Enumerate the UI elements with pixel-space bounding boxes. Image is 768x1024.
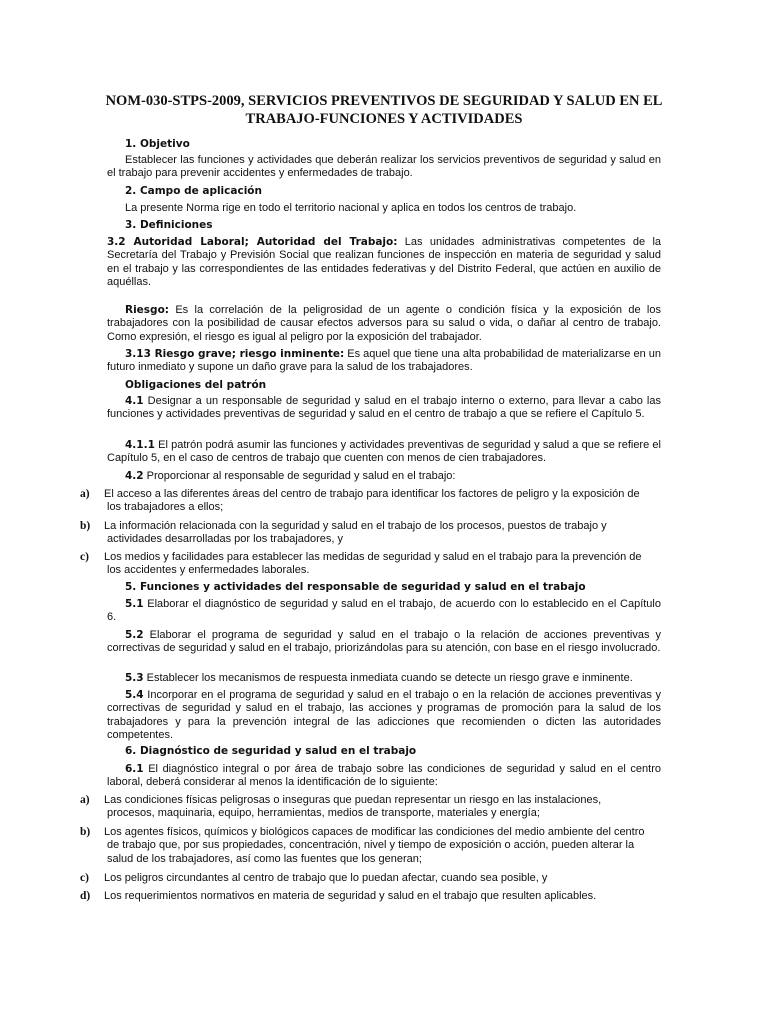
clause-4-1-1 [107, 439, 661, 466]
clause-5-1 [107, 598, 661, 625]
clause-6-1-text: El diagnóstico integral o por área de trabajo sobre las condiciones de seguridad y salud en el centro laboral, deberá considerar al menos la identificación de lo siguiente: [107, 763, 661, 789]
list-item-line: Los requerimientos normativos en materia de seguridad y salud en el trabajo que resulten aplicables. [104, 890, 597, 902]
clause-4-1 [107, 395, 661, 422]
definition-3-13-text: Es aquel que tiene una alta probabilidad de materializarse en un futuro inmediato y supone un daño grave para la salud de los trabajadores. [107, 348, 661, 374]
list-item-line: El acceso a las diferentes áreas del centro de trabajo para identificar los factores de peligro y la exposición de [104, 488, 640, 500]
clause-6-1-number: 6.1 [125, 763, 144, 775]
section-2-text: La presente Norma rige en todo el territorio nacional y aplica en todos los centros de trabajo. [125, 202, 577, 214]
definition-3-13 [107, 348, 661, 375]
list-item-marker: b) [80, 826, 91, 838]
clause-4-1-1-number: 4.1.1 [125, 439, 155, 451]
list-item-line: actividades desarrolladas por los trabajadores, y [107, 533, 344, 546]
list-item [104, 890, 661, 903]
clause-5-4-number: 5.4 [125, 689, 144, 701]
section-4-heading: Obligaciones del patrón [125, 379, 267, 391]
list-item-line: Los medios y facilidades para establecer las medidas de seguridad y salud en el trabajo para la prevención de [104, 551, 642, 563]
clause-4-2-text: Proporcionar al responsable de seguridad y salud en el trabajo: [143, 470, 456, 482]
list-item-line: los trabajadores a ellos; [107, 501, 224, 514]
section-6-heading: 6. Diagnóstico de seguridad y salud en el trabajo [125, 745, 417, 757]
list-item-line: los accidentes y enfermedades laborales. [107, 564, 310, 577]
list-item [104, 551, 661, 578]
definition-riesgo-text: Es la correlación de la peligrosidad de un agente o condición física y la exposición de los trabajadores con la posibilidad de causar efectos adversos para su salud o vida, o dañar al centro de trabajo. Como expresión, el riesgo es igual al peligro por la exposición del trabajador. [107, 304, 661, 343]
clause-4-1-1-text: El patrón podrá asumir las funciones y actividades preventivas de seguridad y salud a que se refiere el Capítulo 5, en el caso de centros de trabajo que cuenten con menos de cien trabajadores. [107, 439, 661, 465]
list-item-marker: c) [80, 872, 89, 884]
list-item-marker: b) [80, 520, 91, 532]
definition-3-2 [107, 236, 661, 290]
clause-5-3-number: 5.3 [125, 672, 144, 684]
list-item-marker: a) [80, 794, 90, 806]
clause-5-2-text: Elaborar el programa de seguridad y salud en el trabajo o la relación de acciones preventivas y correctivas de seguridad y salud en el trabajo, priorizándolas para su atención, con base en el riesgo involucrado. [107, 629, 661, 655]
definition-3-2-text: Las unidades administrativas competentes de la Secretaría del Trabajo y Previsión Social que realizan funciones de inspección en materia de seguridad y salud en el trabajo y las correspondientes de las entidades federativas y del Distrito Federal, que actúen en auxilio de aquéllas. [107, 236, 662, 289]
definition-3-2-label: 3.2 Autoridad Laboral; Autoridad del Trabajo: [107, 236, 398, 248]
list-item-marker: c) [80, 551, 89, 563]
clause-4-2 [107, 470, 661, 483]
list-item-line: salud de los trabajadores, así como las fuentes que los generan; [107, 852, 422, 865]
list-item-line: de trabajo que, por sus propiedades, concentración, nivel y tiempo de exposición o acción, pueden alterar la [107, 839, 635, 852]
list-item [104, 794, 661, 821]
clause-5-1-text: Elaborar el diagnóstico de seguridad y salud en el trabajo, de acuerdo con lo establecido en el Capítulo 6. [107, 598, 661, 624]
clause-5-2 [107, 629, 661, 656]
list-item [104, 488, 661, 515]
list-item [104, 826, 661, 866]
list-item-line: Los agentes físicos, químicos y biológicos capaces de modificar las condiciones del medio ambiente del centro [104, 826, 645, 838]
document-title: NOM-030-STPS-2009, SERVICIOS PREVENTIVOS DE SEGURIDAD Y SALUD EN EL TRABAJO-FUNCIONES Y ACTIVIDADES [105, 93, 663, 127]
clause-4-1-text: Designar a un responsable de seguridad y salud en el trabajo interno o externo, para llevar a cabo las funciones y actividades preventivas de seguridad y salud en el centro de trabajo a que se refiere el Capítulo 5. [107, 395, 661, 421]
section-2-heading: 2. Campo de aplicación [125, 185, 262, 197]
section-1-text: Establecer las funciones y actividades que deberán realizar los servicios preventivos de seguridad y salud en el trabajo para prevenir accidentes y enfermedades de trabajo. [107, 154, 661, 180]
list-item-marker: d) [80, 890, 91, 902]
clause-5-4-text: Incorporar en el programa de seguridad y salud en el trabajo o en la relación de acciones preventivas y correctivas de seguridad y salud en el trabajo, las acciones y programas de promoción para la salud de los trabajadores y para la prevención integral de las adicciones que recomienden o dicten las autoridades competentes. [107, 689, 661, 742]
list-item-line: Las condiciones físicas peligrosas o inseguras que puedan representar un riesgo en las instalaciones, [104, 794, 602, 806]
clause-5-2-number: 5.2 [125, 629, 144, 641]
list-item-marker: a) [80, 488, 90, 500]
section-1-heading: 1. Objetivo [125, 138, 190, 150]
clause-5-4 [107, 689, 661, 743]
list-item [104, 872, 661, 885]
section-5-heading: 5. Funciones y actividades del responsable de seguridad y salud en el trabajo [125, 581, 586, 593]
clause-5-3 [107, 672, 661, 685]
clause-5-3-text: Establecer los mecanismos de respuesta inmediata cuando se detecte un riesgo grave e inminente. [143, 672, 633, 684]
clause-6-1 [107, 763, 661, 790]
definition-3-13-label: 3.13 Riesgo grave; riesgo inminente: [125, 348, 345, 360]
section-3-heading: 3. Definiciones [125, 219, 213, 231]
list-item-line: La información relacionada con la seguridad y salud en el trabajo de los procesos, puestos de trabajo y [104, 520, 607, 532]
list-item [104, 520, 661, 547]
definition-riesgo-label: Riesgo: [125, 304, 169, 316]
clause-4-1-number: 4.1 [125, 395, 144, 407]
list-item-line: Los peligros circundantes al centro de trabajo que lo puedan afectar, cuando sea posible, y [104, 872, 548, 884]
list-item-line: procesos, maquinaria, equipo, herramientas, medios de transporte, materiales y energía; [107, 807, 540, 820]
clause-4-2-number: 4.2 [125, 470, 144, 482]
clause-5-1-number: 5.1 [125, 598, 144, 610]
definition-riesgo [107, 304, 661, 344]
